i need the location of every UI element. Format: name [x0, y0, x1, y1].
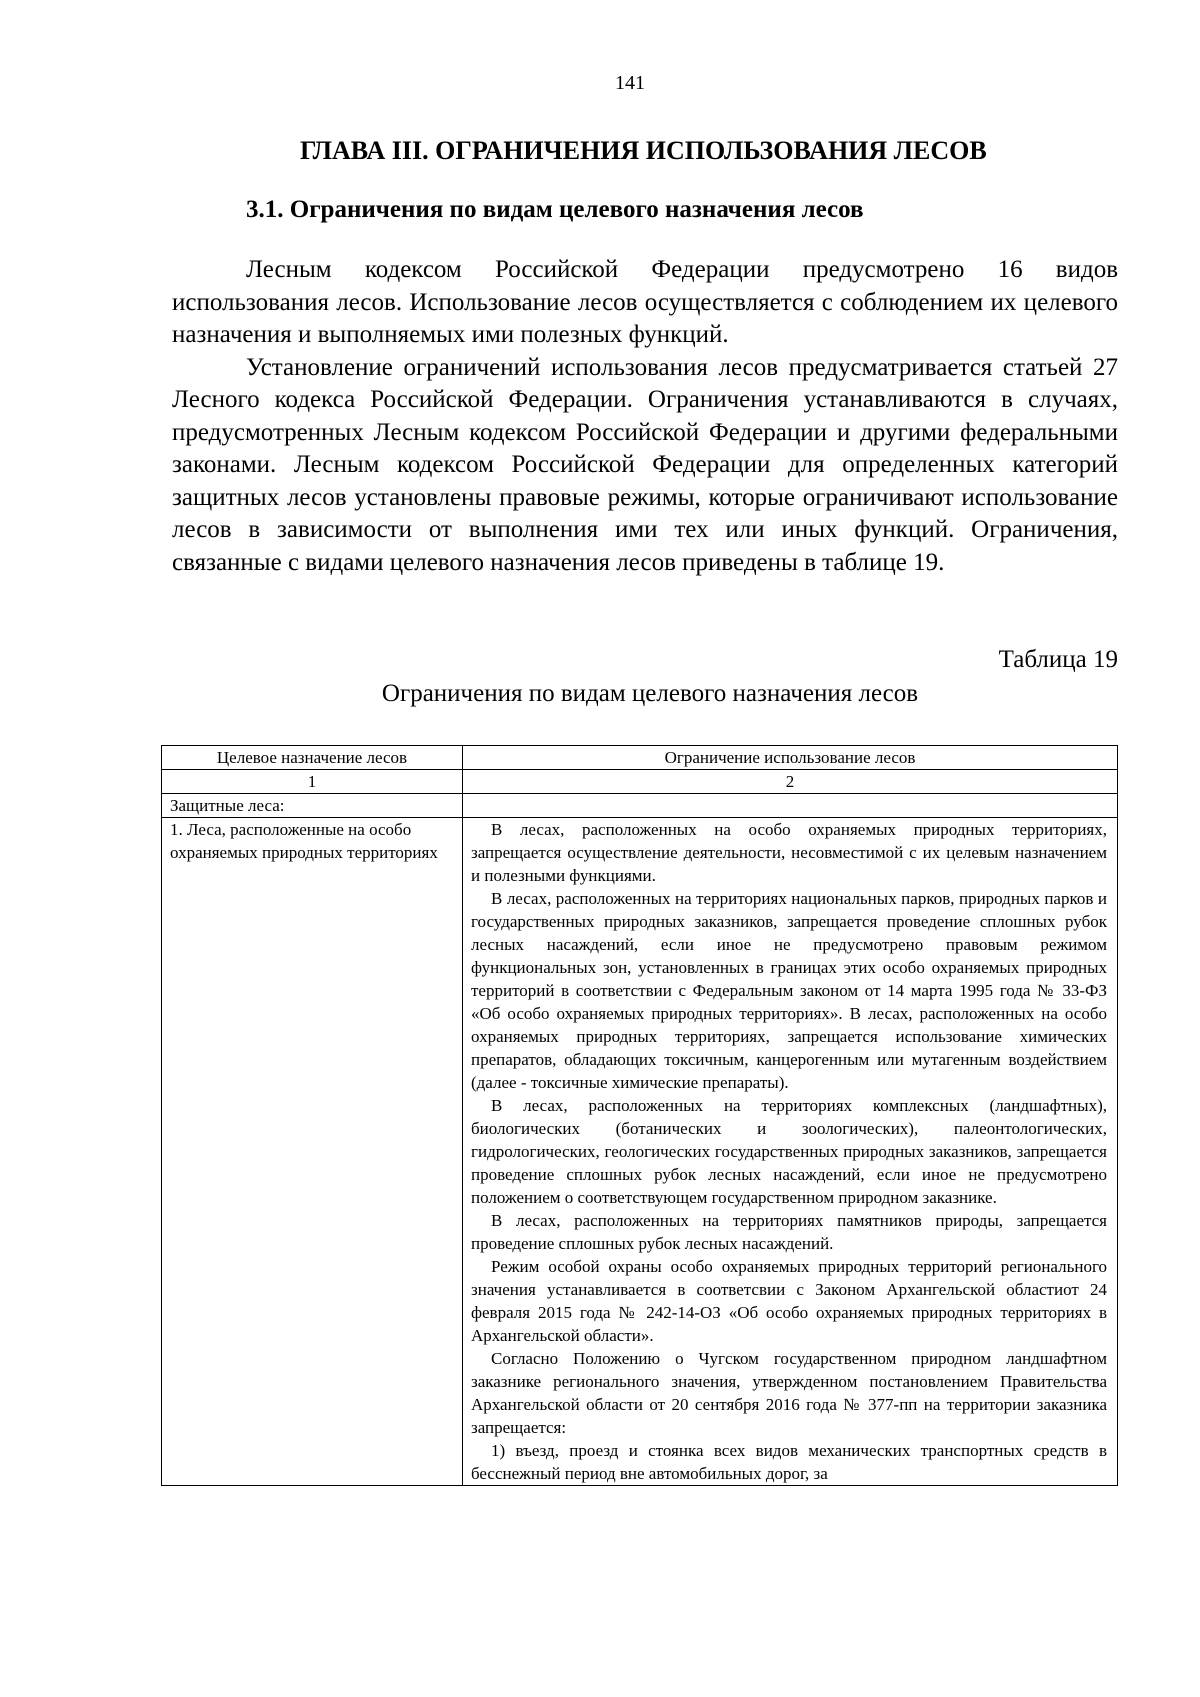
body-paragraph: Лесным кодексом Российской Федерации предусмотрено 16 видов использования лесов. Использование лесов осуществляется с соблюдением их целевого назначения и выполняемых ими полезных функций.	[172, 256, 1118, 348]
restriction-paragraph: В лесах, расположенных на территориях комплексных (ландшафтных), биологических (ботанических и зоологических), палеонтологических, гидрологических, геологических государственных природных заказников, запрещается проведение сплошных рубок лесных насаждений, если иное не предусмотрено положением о соответствующем государственном природном заказнике.	[471, 1096, 1107, 1207]
restriction-paragraph: Согласно Положению о Чугском государственном природном ландшафтном заказнике регионального значения, утвержденном постановлением Правительства Архангельской области от 20 сентября 2016 года № 377-пп на территории заказника запрещается:	[471, 1349, 1107, 1437]
table-title: Ограничения по видам целевого назначения лесов	[381, 680, 919, 707]
restriction-paragraph: 1) въезд, проезд и стоянка всех видов механических транспортных средств в бесснежный период вне автомобильных дорог, за	[471, 1441, 1107, 1483]
group-empty-cell	[463, 794, 1118, 818]
table-group-row	[162, 794, 1118, 818]
group-label: Защитные леса:	[162, 794, 463, 818]
table-row	[162, 818, 1118, 1486]
table-header-row	[162, 746, 1118, 770]
table-column-number-row	[162, 770, 1118, 794]
body-text	[172, 254, 1118, 579]
header-purpose: Целевое назначение лесов	[162, 746, 463, 770]
page-number: 141	[615, 72, 645, 94]
restriction-paragraph: В лесах, расположенных на территориях национальных парков, природных парков и государственных природных заказников, запрещается проведение сплошных рубок лесных насаждений, если иное не предусмотрено правовым режимом функциональных зон, установленных в границах этих особо охраняемых природных территорий в соответствии с Федеральным законом от 14 марта 1995 года № 33-ФЗ «Об особо охраняемых природных территориях». В лесах, расположенных на особо охраняемых природных территориях, запрещается использование химических препаратов, обладающих токсичным, канцерогенным или мутагенным воздействием (далее - токсичные химические препараты).	[471, 889, 1107, 1092]
section-title: 3.1. Ограничения по видам целевого назначения лесов	[246, 196, 864, 223]
body-paragraph: Установление ограничений использования лесов предусматривается статьей 27 Лесного кодекса Российской Федерации. Ограничения устанавливаются в случаях, предусмотренных Лесным кодексом Российской Федерации и другими федеральными законами. Лесным кодексом Российской Федерации для определенных категорий защитных лесов установлены правовые режимы, которые ограничивают использование лесов в зависимости от выполнения ими тех или иных функций. Ограничения, связанные с видами целевого назначения лесов приведены в таблице 19.	[172, 353, 1118, 576]
row-restrictions	[463, 818, 1118, 1486]
header-restriction: Ограничение использование лесов	[463, 746, 1118, 770]
column-number-2: 2	[463, 770, 1118, 794]
column-number-1: 1	[162, 770, 463, 794]
restriction-paragraph: Режим особой охраны особо охраняемых природных территорий регионального значения устанавливается в соответсвии с Законом Архангельской областиот 24 февраля 2015 года № 242-14-ОЗ «Об особо охраняемых природных территориях в Архангельской области».	[471, 1257, 1107, 1345]
chapter-title: ГЛАВА III. ОГРАНИЧЕНИЯ ИСПОЛЬЗОВАНИЯ ЛЕСОВ	[300, 136, 987, 165]
table-label: Таблица 19	[998, 646, 1118, 673]
restriction-paragraph: В лесах, расположенных на особо охраняемых природных территориях, запрещается осуществление деятельности, несовместимой с их целевым назначением и полезными функциями.	[471, 820, 1107, 885]
restrictions-table	[161, 745, 1118, 1486]
row-purpose: 1. Леса, расположенные на особо охраняемых природных территориях	[162, 818, 463, 1486]
restriction-paragraph: В лесах, расположенных на территориях памятников природы, запрещается проведение сплошных рубок лесных насаждений.	[471, 1211, 1107, 1253]
